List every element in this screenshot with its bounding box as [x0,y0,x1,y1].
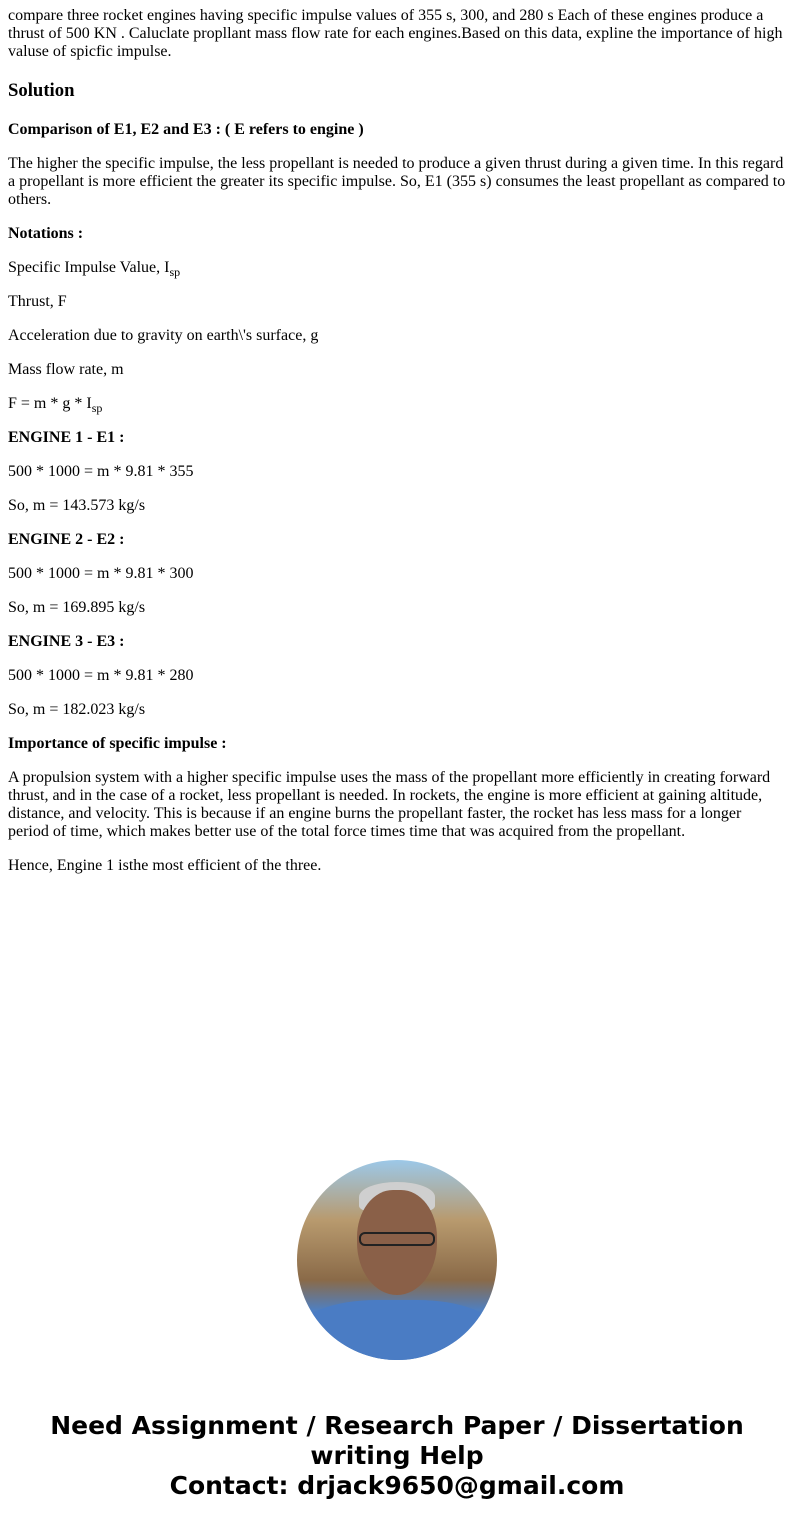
notation-isp-label: Specific Impulse Value, I [8,259,170,276]
conclusion-text: Hence, Engine 1 isthe most efficient of the three. [8,857,322,874]
notation-thrust: Thrust, F [8,293,67,310]
footer-contact: Contact: drjack9650@gmail.com [169,1471,625,1500]
photo-glasses [359,1232,435,1246]
document [0,7,794,875]
notation-mass-flow: Mass flow rate, m [8,361,124,378]
footer-line-1: Need Assignment / Research Paper / Dissertation [50,1411,744,1440]
photo-shirt [297,1300,497,1360]
engine-1-equation: 500 * 1000 = m * 9.81 * 355 [8,463,194,480]
engine-3-heading: ENGINE 3 - E3 : [8,633,125,650]
formula-sub: sp [91,401,103,415]
comparison-text: The higher the specific impulse, the less propellant is needed to produce a given thrust during a given time. In this regard a propellant is more efficient the greater its specific impulse. So, E1 (355 s) consumes the least propellant as compared to others. [8,155,786,208]
engine-3-result: So, m = 182.023 kg/s [8,701,146,718]
footer-ad [0,1411,794,1501]
notations-heading: Notations : [8,225,84,242]
importance-heading: Importance of specific impulse : [8,735,227,752]
solution-heading: Solution [8,80,75,101]
engine-2-result: So, m = 169.895 kg/s [8,599,146,616]
importance-text: A propulsion system with a higher specific impulse uses the mass of the propellant more efficiently in creating forward thrust, and in the case of a rocket, less propellant is needed. In rockets, the engine is more efficient at gaining altitude, distance, and velocity. This is because if an engine burns the propellant faster, the rocket has less mass for a longer period of time, which makes better use of the total force times time that was acquired from the propellant. [8,769,771,840]
engine-2-equation: 500 * 1000 = m * 9.81 * 300 [8,565,194,582]
engine-3-equation: 500 * 1000 = m * 9.81 * 280 [8,667,194,684]
notation-isp-sub: sp [169,265,181,279]
engine-1-result: So, m = 143.573 kg/s [8,497,146,514]
formula [8,395,786,413]
notation-gravity: Acceleration due to gravity on earth\'s surface, g [8,327,319,344]
comparison-heading: Comparison of E1, E2 and E3 : ( E refers to engine ) [8,121,364,138]
question-text: compare three rocket engines having specific impulse values of 355 s, 300, and 280 s Each of these engines produce a thrust of 500 KN . Caluclate propllant mass flow rate for each engines.Based on this data, expline the importance of high valuse of spicfic impulse. [8,7,783,60]
author-photo [297,1160,497,1360]
engine-2-heading: ENGINE 2 - E2 : [8,531,125,548]
notation-isp [8,259,786,277]
formula-main: F = m * g * I [8,395,92,412]
footer-line-2: writing Help [310,1441,484,1470]
engine-1-heading: ENGINE 1 - E1 : [8,429,125,446]
